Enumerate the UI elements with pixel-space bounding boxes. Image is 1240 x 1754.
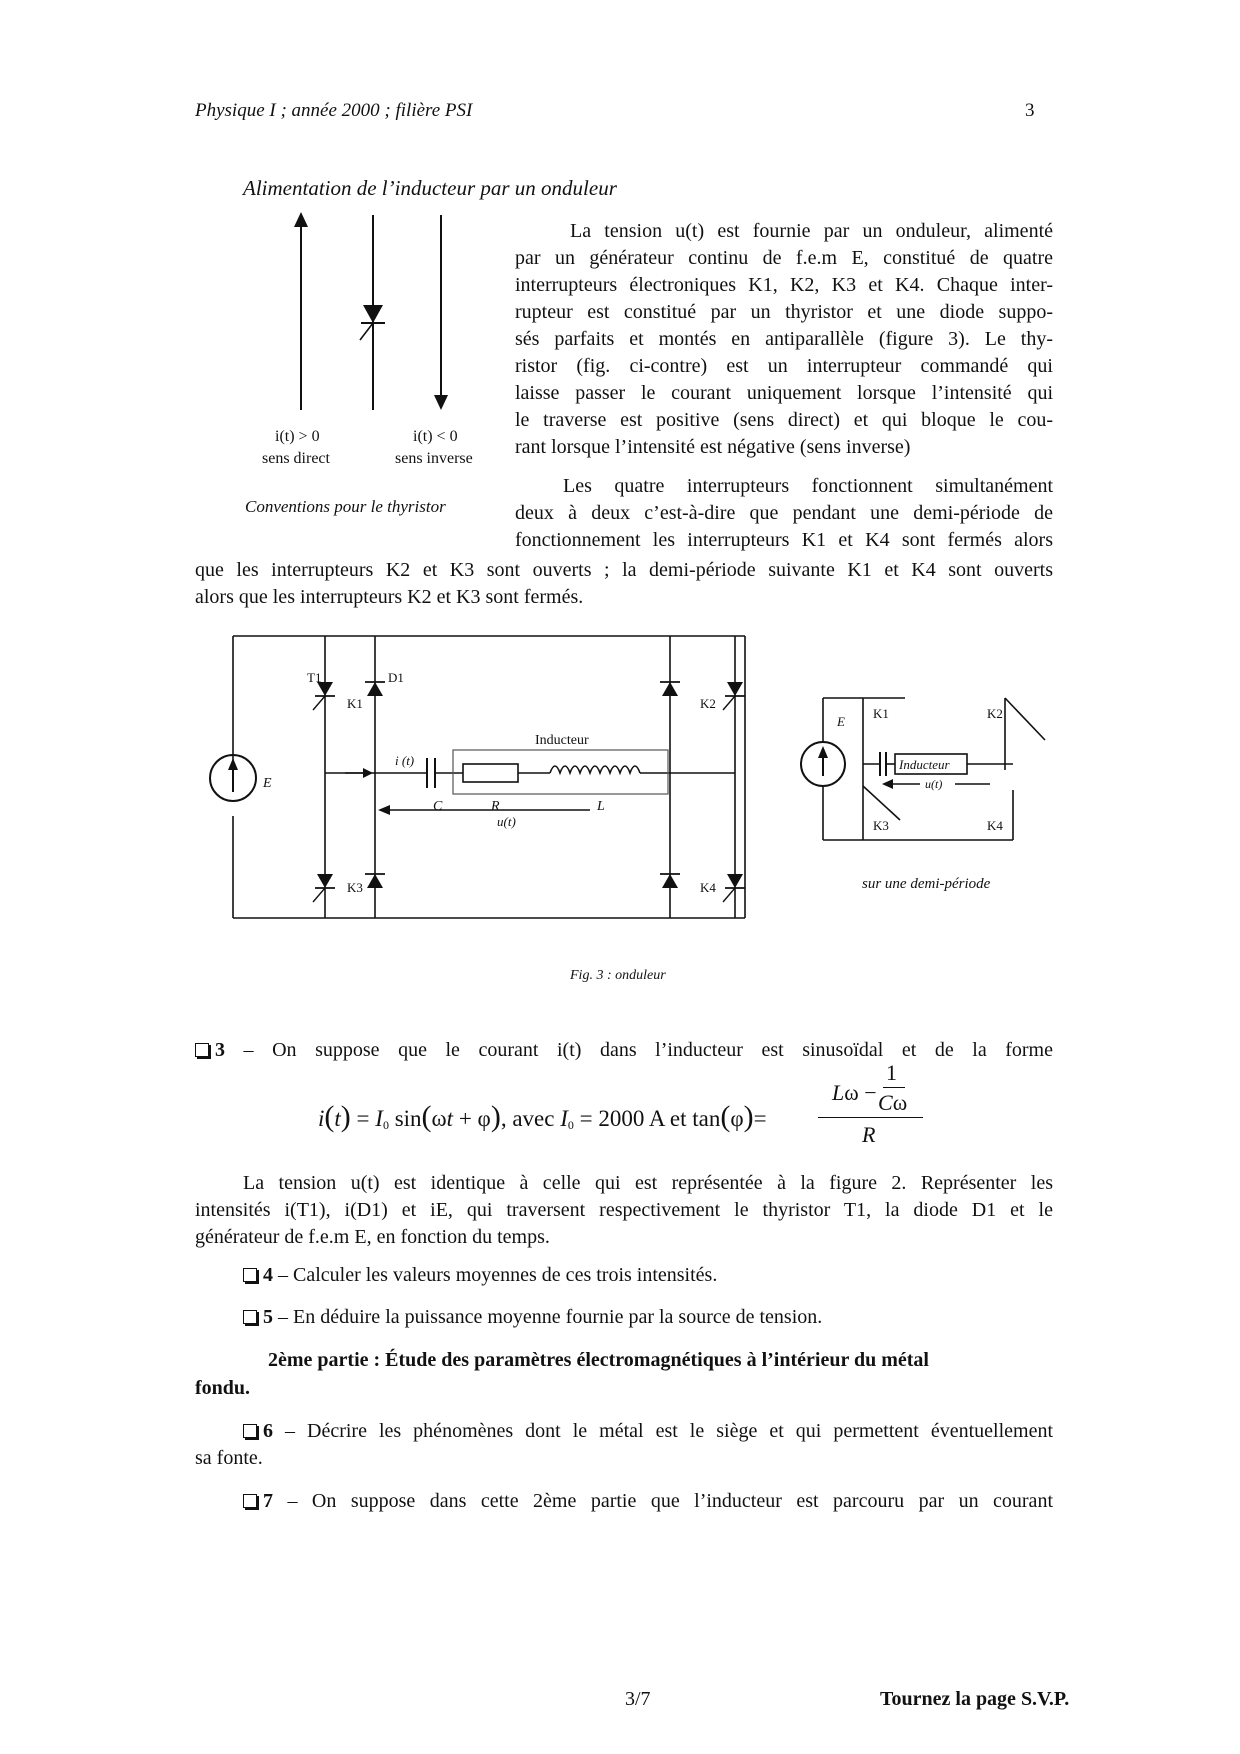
label-C: C bbox=[433, 799, 443, 814]
question-number: 4 bbox=[263, 1264, 273, 1286]
label-R: R bbox=[491, 799, 500, 814]
fraction: 1 Lω − Cω R bbox=[818, 1060, 958, 1155]
footer-page: 3/7 bbox=[625, 1688, 651, 1710]
text-line: intensités i(T1), i(D1) et iE, qui traversent respectivement le thyristor T1, la diode D1 et le bbox=[195, 1199, 1053, 1221]
label-u: u(t) bbox=[497, 814, 516, 829]
question-number: 3 bbox=[215, 1039, 225, 1061]
label-inducteur: Inducteur bbox=[535, 733, 589, 748]
checkbox-icon bbox=[243, 1494, 257, 1508]
thyristor-K4 bbox=[723, 874, 745, 902]
question-text: – On suppose dans cette 2ème partie que l’inducteur est parcouru par un courant bbox=[287, 1490, 1053, 1512]
text-line: le traverse est positive (sens direct) et qui bloque le cou- bbox=[515, 409, 1053, 431]
diode-D1 bbox=[365, 682, 385, 696]
question-number: 7 bbox=[263, 1490, 273, 1512]
hp-label-K3: K3 bbox=[873, 818, 889, 833]
hp-label-K2: K2 bbox=[987, 706, 1003, 721]
text-line: par un générateur continu de f.e.m E, constitué de quatre bbox=[515, 247, 1053, 269]
hp-label-inducteur: Inducteur bbox=[899, 757, 950, 772]
full-width-text bbox=[195, 557, 1053, 611]
text-line: rupteur est constitué par un thyristor et une diode suppo- bbox=[515, 301, 1053, 323]
text-line: que les interrupteurs K2 et K3 sont ouverts ; la demi-période suivante K1 et K4 sont ouverts bbox=[195, 559, 1053, 581]
formula-text bbox=[318, 1060, 319, 1061]
part2-line1-text: 2ème partie : Étude des paramètres électromagnétiques à l’intérieur du métal bbox=[268, 1349, 929, 1371]
part2-heading bbox=[195, 1346, 1053, 1402]
thyristor-K2 bbox=[723, 682, 745, 710]
question-text: – Décrire les phénomènes dont le métal est le siège et qui permettent éventuellement bbox=[285, 1420, 1054, 1442]
part2-line2: fondu. bbox=[195, 1377, 251, 1399]
diode-K2 bbox=[660, 682, 680, 696]
thyristor-K3 bbox=[313, 874, 335, 902]
text-line: La tension u(t) est identique à celle qui est représentée à la figure 2. Représenter les bbox=[243, 1172, 1053, 1194]
label-E: E bbox=[263, 776, 272, 791]
checkbox-icon bbox=[195, 1043, 209, 1057]
label-T1: T1 bbox=[307, 670, 322, 685]
question-text: – Calculer les valeurs moyennes de ces trois intensités. bbox=[278, 1264, 718, 1286]
formula-3 bbox=[318, 1060, 958, 1155]
text-line: Les quatre interrupteurs fonctionnent simultanément bbox=[563, 475, 1053, 497]
label-direct-1: i(t) > 0 bbox=[275, 428, 320, 445]
diode-K4 bbox=[660, 874, 680, 888]
half-period-caption: sur une demi-période bbox=[862, 876, 991, 892]
label-K1: K1 bbox=[347, 696, 363, 711]
hp-label-K1: K1 bbox=[873, 706, 889, 721]
checkbox-icon bbox=[243, 1268, 257, 1282]
label-K4: K4 bbox=[700, 880, 716, 895]
diode-K3 bbox=[365, 874, 385, 888]
footer-turn-page: Tournez la page S.V.P. bbox=[880, 1688, 1070, 1710]
checkbox-icon bbox=[243, 1424, 257, 1438]
text-line: deux à deux c’est-à-dire que pendant une demi-période de bbox=[515, 502, 1053, 524]
question-6 bbox=[195, 1418, 1053, 1472]
hp-label-u: u(t) bbox=[925, 777, 943, 791]
header-title: Physique I ; année 2000 ; filière PSI bbox=[195, 100, 473, 121]
hp-label-K4: K4 bbox=[987, 818, 1003, 833]
question-number: 5 bbox=[263, 1306, 273, 1328]
text-line: sa fonte. bbox=[195, 1447, 263, 1469]
fig3-caption: Fig. 3 : onduleur bbox=[570, 968, 666, 983]
thyristor-T1 bbox=[313, 682, 335, 710]
label-K2: K2 bbox=[700, 696, 716, 711]
question-7 bbox=[243, 1490, 1053, 1513]
checkbox-icon bbox=[243, 1310, 257, 1324]
question-5 bbox=[243, 1306, 822, 1329]
section-title: Alimentation de l’inducteur par un onduleur bbox=[243, 176, 617, 200]
question-number: 6 bbox=[263, 1420, 273, 1442]
part2-line1 bbox=[195, 1346, 1053, 1374]
label-direct-2: sens direct bbox=[262, 450, 330, 467]
running-header bbox=[195, 100, 472, 122]
page-number: 3 bbox=[1025, 100, 1035, 121]
thyristor-conventions-figure bbox=[230, 205, 510, 525]
thyristor-symbol bbox=[363, 305, 383, 323]
text-line: rant lorsque l’intensité est négative (sens inverse) bbox=[515, 436, 911, 458]
text-line: alors que les interrupteurs K2 et K3 sont fermés. bbox=[195, 586, 584, 608]
question-4 bbox=[243, 1264, 717, 1287]
label-inverse-1: i(t) < 0 bbox=[413, 428, 458, 445]
text-line: interrupteurs électroniques K1, K2, K3 et K4. Chaque inter- bbox=[515, 274, 1053, 296]
label-D1: D1 bbox=[388, 670, 404, 685]
label-L: L bbox=[597, 799, 605, 814]
text-line: générateur de f.e.m E, en fonction du temps. bbox=[195, 1226, 550, 1248]
question-text: – On suppose que le courant i(t) dans l’inducteur est sinusoïdal et de la forme bbox=[243, 1039, 1053, 1061]
half-period-circuit bbox=[795, 690, 1055, 890]
label-K3: K3 bbox=[347, 880, 363, 895]
text-line: sés parfaits et montés en antiparallèle (figure 3). Le thy- bbox=[515, 328, 1053, 350]
label-current: i (t) bbox=[395, 753, 415, 768]
text-line: fonctionnement les interrupteurs K1 et K4 sont fermés alors bbox=[515, 529, 1053, 551]
formula-render: $i(t) = I_0$ sin(ωt + φ), avec $I_0 = 2000$ A et tan(φ)= bbox=[318, 1100, 767, 1133]
text-line: La tension u(t) est fournie par un onduleur, alimenté bbox=[570, 220, 1053, 242]
question-text: – En déduire la puissance moyenne fournie par la source de tension. bbox=[278, 1306, 823, 1328]
right-column-text bbox=[515, 218, 1053, 554]
text-line: laisse passer le courant uniquement lorsque l’intensité qui bbox=[515, 382, 1053, 404]
label-inverse-2: sens inverse bbox=[395, 450, 473, 467]
inverter-circuit bbox=[195, 630, 775, 930]
thyristor-caption: Conventions pour le thyristor bbox=[245, 497, 446, 516]
text-line bbox=[195, 1418, 1053, 1445]
hp-label-E: E bbox=[837, 714, 845, 729]
question-3-paragraph bbox=[195, 1170, 1053, 1251]
text-line: ristor (fig. ci-contre) est un interrupteur commandé qui bbox=[515, 355, 1053, 377]
